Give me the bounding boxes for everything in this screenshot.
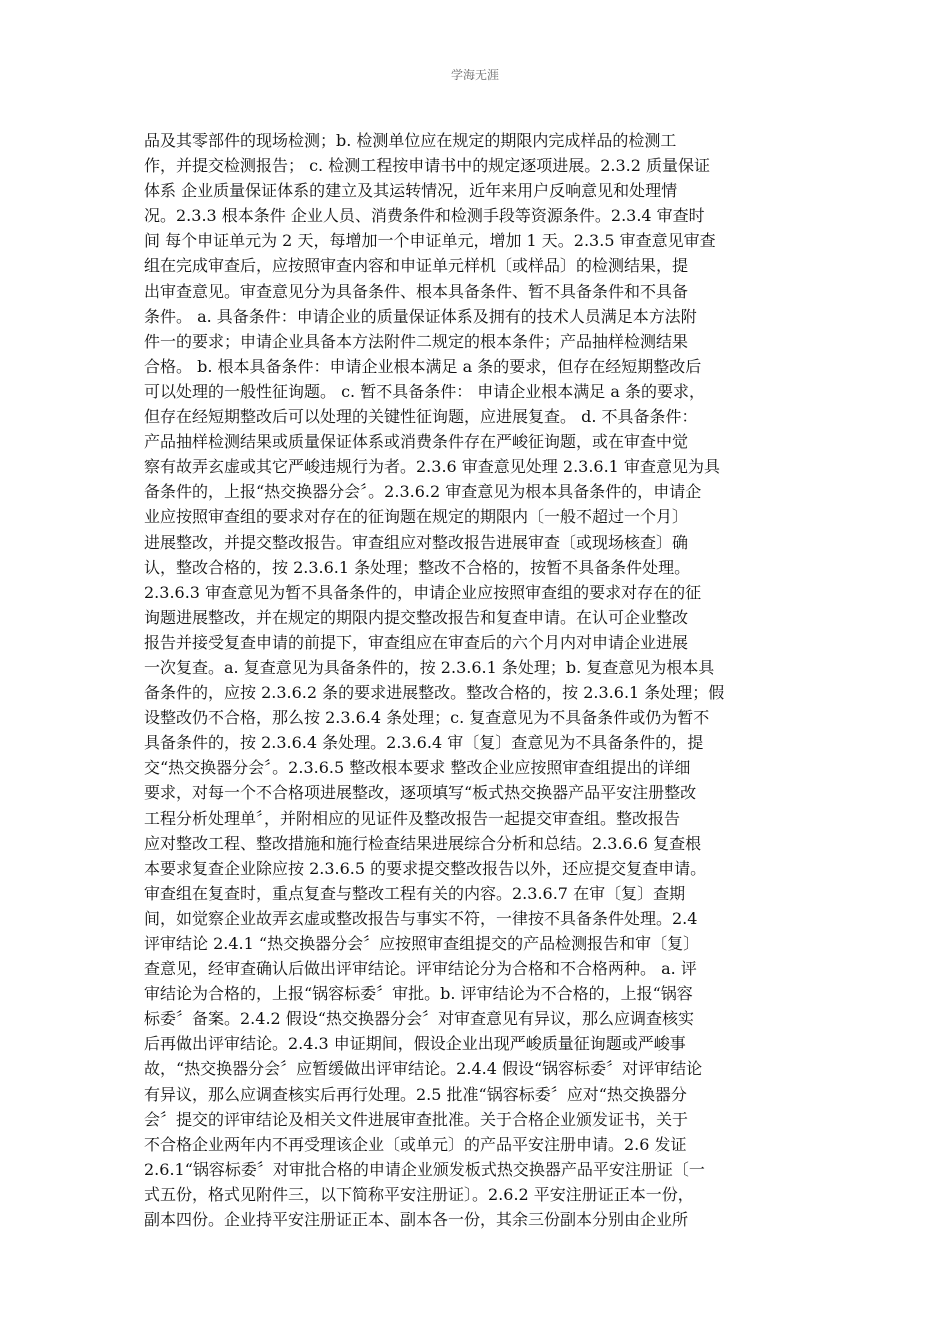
text-line: 式五份，格式见附件三，以下简称平安注册证〕。2.6.2 平安注册证正本一份， bbox=[144, 1184, 694, 1204]
text-line: 工程分析处理单〞，并附相应的见证件及整改报告一起提交审查组。整改报告 bbox=[144, 808, 681, 828]
text-line: 本要求复查企业除应按 2.3.6.5 的要求提交整改报告以外，还应提交复查申请。 bbox=[144, 858, 707, 878]
text-line: 认，整改合格的，按 2.3.6.1 条处理；整改不合格的，按暂不具备条件处理。 bbox=[144, 557, 691, 577]
body-text bbox=[144, 128, 808, 1232]
text-line: 要求，对每一个不合格项进展整改，逐项填写“板式热交换器产品平安注册整改 bbox=[144, 783, 697, 803]
text-line: 会〞提交的评审结论及相关文件进展审查批准。关于合格企业颁发证书，关于 bbox=[144, 1109, 689, 1129]
text-line: 作，并提交检测报告； c. 检测工程按申请书中的规定逐项进展。2.3.2 质量保证 bbox=[144, 156, 711, 176]
text-line: 间 每个申证单元为 2 天，每增加一个申证单元，增加 1 天。2.3.5 审查意见审查 bbox=[144, 231, 716, 251]
text-line: 可以处理的一般性征询题。 c. 暂不具备条件： 申请企业根本满足 a 条的要求， bbox=[144, 381, 706, 401]
text-line: 体系 企业质量保证体系的建立及其运转情况，近年来用户反响意见和处理情 bbox=[144, 181, 678, 201]
text-line: 故，“热交换器分会〞应暂缓做出评审结论。2.4.4 假设“锅容标委〞对评审结论 bbox=[144, 1059, 703, 1079]
text-line: 一次复查。a. 复查意见为具备条件的，按 2.3.6.1 条处理；b. 复查意见为根本具 bbox=[144, 657, 715, 677]
text-line: 品及其零部件的现场检测；b. 检测单位应在规定的期限内完成样品的检测工 bbox=[144, 131, 677, 150]
text-line: 2.3.6.3 审查意见为暂不具备条件的，申请企业应按照审查组的要求对存在的征 bbox=[144, 582, 702, 602]
text-line: 交“热交换器分会〞。2.3.6.5 整改根本要求 整改企业应按照审查组提出的详细 bbox=[144, 758, 691, 778]
text-line: 后再做出评审结论。2.4.3 申证期间，假设企业出现严峻质量征询题或严峻事 bbox=[144, 1034, 686, 1054]
text-line: 察有故弄玄虚或其它严峻违规行为者。2.3.6 审查意见处理 2.3.6.1 审查意见为具 bbox=[144, 457, 720, 477]
text-line: 产品抽样检测结果或质量保证体系或消费条件存在严峻征询题，或在审查中觉 bbox=[144, 432, 689, 452]
text-line: 备条件的，上报“热交换器分会〞。2.3.6.2 审查意见为根本具备条件的，申请企 bbox=[144, 482, 702, 502]
text-line: 合格。 b. 根本具备条件：申请企业根本满足 a 条的要求，但存在经短期整改后 bbox=[144, 356, 702, 376]
text-line: 询题进展整改，并在规定的期限内提交整改报告和复查申请。在认可企业整改 bbox=[144, 607, 689, 627]
text-line: 但存在经短期整改后可以处理的关键性征询题，应进展复查。 d. 不具备条件： bbox=[144, 407, 698, 427]
text-line: 间，如觉察企业故弄玄虚或整改报告与事实不符，一律按不具备条件处理。2.4 bbox=[144, 908, 698, 928]
text-line: 副本四份。企业持平安注册证正本、副本各一份，其余三份副本分别由企业所 bbox=[144, 1210, 689, 1230]
text-line: 件一的要求；申请企业具备本方法附件二规定的根本条件；产品抽样检测结果 bbox=[144, 331, 689, 351]
text-line: 2.6.1“锅容标委〞对审批合格的申请企业颁发板式热交换器产品平安注册证〔一 bbox=[144, 1159, 705, 1179]
page-header: 学海无涯 bbox=[450, 68, 499, 82]
text-line: 审结论为合格的，上报“锅容标委〞审批。b. 评审结论为不合格的，上报“锅容 bbox=[144, 984, 693, 1004]
text-line: 组在完成审查后，应按照审查内容和申证单元样机〔或样品〕的检测结果，提 bbox=[144, 256, 689, 276]
text-line: 标委〞备案。2.4.2 假设“热交换器分会〞对审查意见有异议，那么应调查核实 bbox=[144, 1009, 694, 1029]
text-line: 进展整改，并提交整改报告。审查组应对整改报告进展审查〔或现场核查〕确 bbox=[144, 532, 689, 552]
text-line: 查意见，经审查确认后做出评审结论。评审结论分为合格和不合格两种。 a. 评 bbox=[144, 959, 697, 979]
text-line: 有异议，那么应调查核实后再行处理。2.5 批准“锅容标委〞应对“热交换器分 bbox=[144, 1084, 687, 1104]
text-line: 条件。 a. 具备条件：申请企业的质量保证体系及拥有的技术人员满足本方法附 bbox=[144, 306, 697, 326]
text-line: 设整改仍不合格，那么按 2.3.6.4 条处理；c. 复查意见为不具备条件或仍为暂不 bbox=[144, 708, 710, 728]
text-line: 业应按照审查组的要求对存在的征询题在规定的期限内〔一般不超过一个月〕 bbox=[144, 507, 689, 527]
text-line: 评审结论 2.4.1 “热交换器分会〞应按照审查组提交的产品检测报告和审〔复〕 bbox=[144, 934, 700, 953]
text-line: 出审查意见。审查意见分为具备条件、根本具备条件、暂不具备条件和不具备 bbox=[144, 281, 689, 301]
text-line: 备条件的，应按 2.3.6.2 条的要求进展整改。整改合格的，按 2.3.6.1 条处理；假 bbox=[144, 683, 725, 703]
text-line: 应对整改工程、整改措施和施行检查结果进展综合分析和总结。2.3.6.6 复查根 bbox=[144, 833, 702, 853]
text-line: 报告并接受复查申请的前提下，审查组应在审查后的六个月内对申请企业进展 bbox=[144, 632, 689, 652]
text-line: 况。2.3.3 根本条件 企业人员、消费条件和检测手段等资源条件。2.3.4 审查时 bbox=[144, 206, 705, 226]
text-line: 不合格企业两年内不再受理该企业〔或单元〕的产品平安注册申请。2.6 发证 bbox=[144, 1134, 687, 1154]
text-line: 审查组在复查时，重点复查与整改工程有关的内容。2.3.6.7 在审〔复〕查期 bbox=[144, 883, 686, 903]
text-line: 具备条件的，按 2.3.6.4 条处理。2.3.6.4 审〔复〕查意见为不具备条件的，提 bbox=[144, 733, 704, 753]
